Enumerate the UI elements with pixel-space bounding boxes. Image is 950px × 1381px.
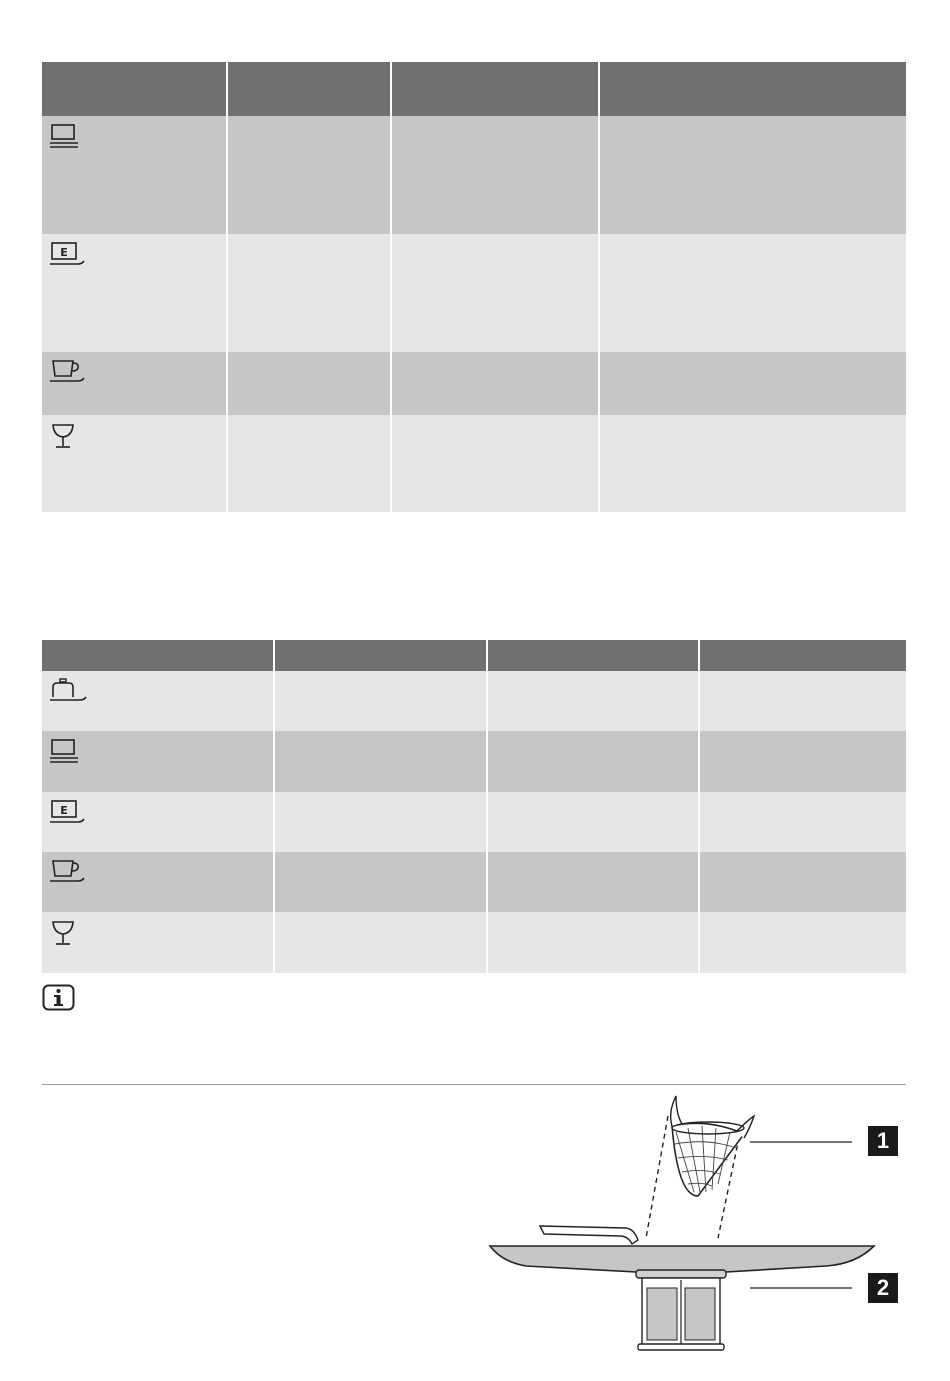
programme-cell <box>42 671 273 731</box>
table-row <box>42 116 906 234</box>
filter-cylinder <box>636 1270 726 1350</box>
programme-cell <box>42 234 226 352</box>
programme-cell <box>42 415 226 512</box>
table-row <box>42 852 906 912</box>
header-cell <box>226 62 392 116</box>
table-row <box>42 234 906 352</box>
table-header <box>42 62 906 116</box>
callout-1: 1 <box>868 1126 898 1156</box>
table-row <box>42 415 906 512</box>
plates-stack-icon <box>48 122 82 152</box>
table-row <box>42 352 906 415</box>
header-cell <box>273 640 486 671</box>
filter-basket <box>671 1096 754 1196</box>
cup-icon <box>48 858 88 888</box>
header-cell <box>42 62 226 116</box>
programme-cell <box>42 116 226 234</box>
wine-glass-icon <box>48 421 82 453</box>
callout-2: 2 <box>868 1273 898 1303</box>
cup-icon <box>48 358 88 388</box>
section-divider <box>42 1084 906 1085</box>
wine-glass-icon <box>48 918 82 950</box>
table-row <box>42 731 906 792</box>
table-row <box>42 792 906 852</box>
table-header <box>42 640 906 671</box>
header-cell <box>698 640 908 671</box>
programme-cell <box>42 352 226 415</box>
header-cell <box>390 62 598 116</box>
sink-plate <box>490 1246 874 1273</box>
header-cell <box>486 640 698 671</box>
pot-icon <box>48 677 90 707</box>
table-row <box>42 671 906 731</box>
programme-table-1 <box>42 62 906 512</box>
header-cell <box>598 62 908 116</box>
plates-stack-icon <box>48 737 82 767</box>
programme-cell <box>42 912 273 973</box>
eco-plate-icon <box>48 798 88 828</box>
table-row <box>42 912 906 973</box>
programme-cell <box>42 792 273 852</box>
consumption-table-2 <box>42 640 906 973</box>
svg-text:E: E <box>60 246 68 259</box>
header-cell <box>42 640 273 671</box>
info-icon <box>42 984 76 1012</box>
svg-text:E: E <box>60 804 68 817</box>
filter-assembly-illustration <box>486 1088 876 1358</box>
programme-cell <box>42 731 273 792</box>
eco-plate-icon <box>48 240 88 270</box>
programme-cell <box>42 852 273 912</box>
